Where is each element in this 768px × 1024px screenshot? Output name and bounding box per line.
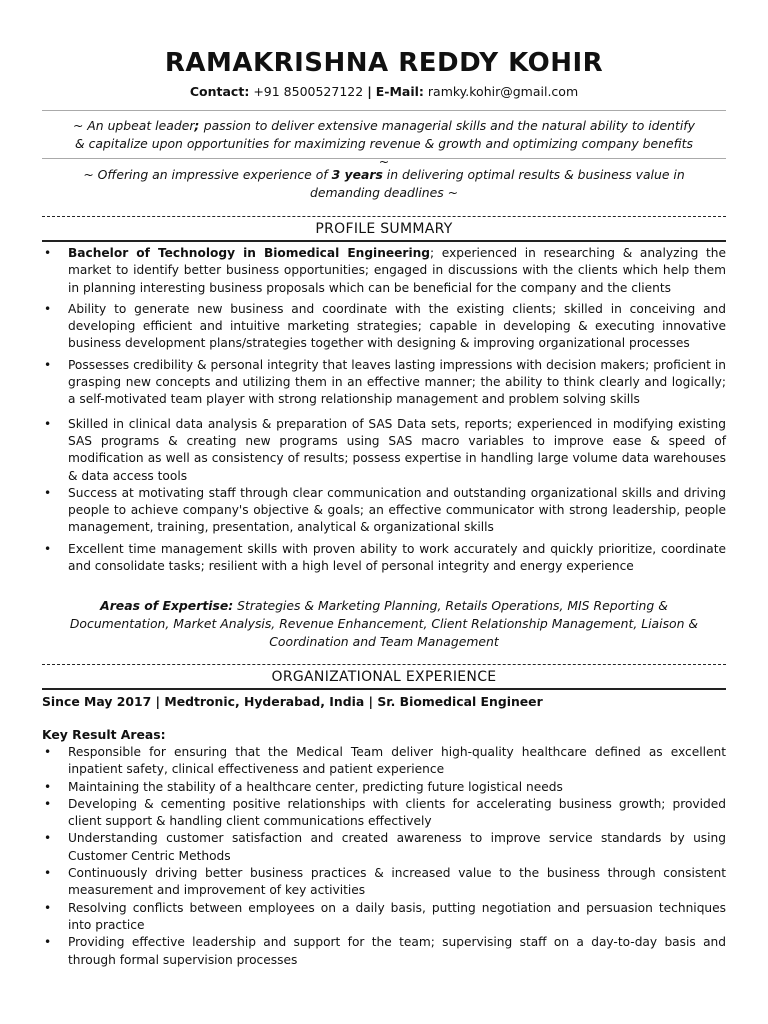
contact-separator: | [367, 84, 372, 99]
bullet-icon: • [44, 779, 52, 794]
bullet-icon: • [44, 416, 52, 431]
section-underline [42, 240, 726, 242]
contact-label: Contact: [189, 84, 250, 99]
list-item [42, 301, 726, 353]
tagline-experience [70, 166, 698, 202]
bullet-icon: • [44, 301, 52, 316]
list-item-text: Skilled in clinical data analysis & preparation of SAS Data sets, reports; experienced in modifying existing SAS programs & creating new programs using SAS macro variables to improve ease & speed of modification as well as consistency of results; possess expertise in handling large volume data warehouses & data access tools [68, 416, 726, 483]
divider [42, 158, 726, 159]
degree-text: Bachelor of Technology in Biomedical Engineering [68, 246, 431, 260]
list-item-text: Possesses credibility & personal integrity that leaves lasting impressions with decision makers; proficient in grasping new concepts and utilizing them in an effective manner; the ability to think clearly and logically; a self-motivated team player with strong relationship management and problem solving skills [68, 357, 726, 407]
list-item-text: Maintaining the stability of a healthcare center, predicting future logistical needs [68, 779, 563, 794]
bullet-icon: • [44, 935, 52, 950]
tagline-leadership [70, 117, 698, 171]
tagline-text: ~ Offering an impressive experience of [83, 167, 332, 182]
list-item [42, 357, 726, 409]
bullet-icon: • [44, 866, 52, 881]
section-title-organizational-experience: ORGANIZATIONAL EXPERIENCE [271, 669, 497, 685]
tagline-years: 3 years [331, 167, 383, 182]
list-item-text: Providing effective leadership and support for the team; supervising staff on a day-to-day basis and through formal supervision processes [68, 935, 726, 967]
list-item-text: Responsible for ensuring that the Medical Team deliver high-quality healthcare defined as excellent inpatient safety, clinical effectiveness and patient experience [68, 745, 726, 777]
candidate-name: RAMAKRISHNA REDDY KOHIR [164, 48, 604, 78]
bullet-icon: • [44, 357, 52, 372]
list-item [42, 744, 726, 779]
areas-of-expertise [50, 597, 718, 651]
tagline-text: ~ An upbeat leader [72, 118, 195, 133]
list-item-text: ; experienced in researching & analyzing the market to identify better business opportunities; engaged in discussions with the clients which help them in planning interesting business proposals which can be beneficial for the company and the clients [68, 246, 727, 295]
list-item [42, 541, 726, 576]
list-item [42, 245, 726, 297]
expertise-list: Strategies & Marketing Planning, Retails Operations, MIS Reporting & Documentation, Market Analysis, Revenue Enhancement, Client Relationship Management, Liaison & Coordination and Team Management [69, 598, 699, 649]
tagline-bold: ; [194, 118, 204, 133]
list-item-text: Success at motivating staff through clear communication and outstanding organizational skills and driving people to achieve company's objective & goals; an effective communicator with strong leadership, people management, training, presentation, analytical & organizational skills [68, 485, 726, 535]
bullet-icon: • [44, 246, 52, 260]
list-item-text: Ability to generate new business and coordinate with the existing clients; skilled in conceiving and developing efficient and intuitive marketing strategies; capable in developing & executing innovative business development plans/strategies together with designing & improving organizational processes [68, 301, 726, 351]
dashed-divider [42, 664, 726, 665]
bullet-icon: • [44, 831, 52, 846]
job-title-line: Since May 2017 | Medtronic, Hyderabad, India | Sr. Biomedical Engineer [42, 694, 543, 709]
list-item [42, 934, 726, 969]
bullet-icon: • [44, 485, 52, 500]
list-item [42, 900, 726, 935]
list-item-text: Resolving conflicts between employees on a daily basis, putting negotiation and persuasion techniques into practice [68, 900, 726, 932]
list-item-text: Excellent time management skills with proven ability to work accurately and quickly prioritize, coordinate and consolidate tasks; resilient with a high level of personal integrity and energy experience [68, 541, 726, 574]
list-item [42, 485, 726, 537]
contact-line [0, 84, 768, 99]
email-address: ramky.kohir@gmail.com [427, 84, 579, 99]
list-item-text: Continuously driving better business practices & increased value to the business through consistent measurement and improvement of key activities [68, 866, 726, 898]
tagline-text: in delivering optimal results & business value in demanding deadlines ~ [309, 167, 685, 200]
divider [42, 110, 726, 111]
phone-number: +91 8500527122 [253, 84, 364, 99]
expertise-label: Areas of Expertise: [100, 598, 234, 613]
list-item-text: Understanding customer satisfaction and created awareness to improve service standards by using Customer Centric Methods [68, 831, 726, 863]
list-item [42, 865, 726, 900]
list-item-text: Developing & cementing positive relationships with clients for accelerating business growth; provided client support & handling client communications effectively [68, 796, 726, 829]
bullet-icon: • [44, 745, 52, 759]
bullet-icon: • [44, 900, 52, 915]
list-item [42, 416, 726, 485]
dashed-divider [42, 216, 726, 217]
list-item [42, 796, 726, 831]
key-result-areas-list [42, 744, 726, 969]
bullet-icon: • [44, 796, 52, 811]
tagline-text: passion to deliver extensive managerial skills and the natural ability to identify & capitalize upon opportunities for maximizing revenue & growth and optimizing company benefits ~ [75, 118, 695, 169]
email-label: E-Mail: [375, 84, 424, 99]
profile-summary-list [42, 245, 726, 575]
list-item [42, 779, 726, 796]
key-result-areas-heading: Key Result Areas: [42, 727, 166, 742]
list-item [42, 830, 726, 865]
bullet-icon: • [44, 541, 52, 556]
section-title-profile-summary: PROFILE SUMMARY [315, 221, 453, 237]
section-underline [42, 688, 726, 690]
